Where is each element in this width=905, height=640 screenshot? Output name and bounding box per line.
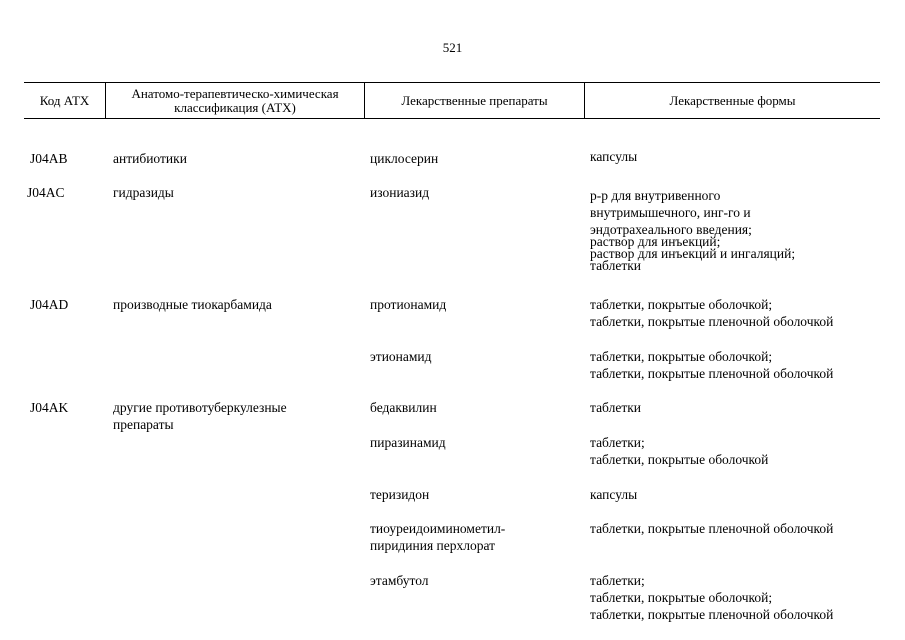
row-forms: таблетки, покрытые оболочкой; таблетки, покрытые пленочной оболочкой xyxy=(590,297,834,329)
row-forms: р-р для внутривенного внутримышечного, инг-го и xyxy=(590,188,751,220)
row-drug: тиоуреидоиминометил- пиридиния перхлорат xyxy=(370,521,506,553)
row-forms: капсулы xyxy=(590,149,638,164)
row-forms: таблетки, покрытые пленочной оболочкой xyxy=(590,521,834,536)
row-forms: таблетки; таблетки, покрытые оболочкой xyxy=(590,435,769,467)
row-drug: циклосерин xyxy=(370,151,439,166)
row-atc-code: J04AC xyxy=(27,185,65,200)
row-drug: пиразинамид xyxy=(370,435,446,450)
header-atc-code: Код АТХ xyxy=(39,92,90,108)
row-forms: таблетки, покрытые оболочкой; таблетки, покрытые пленочной оболочкой xyxy=(590,349,834,381)
row-drug: этамбутол xyxy=(370,573,429,588)
row-classification: антибиотики xyxy=(113,151,187,166)
row-forms-continued: эндотрахеального введения; раствор для инъекций; раствор для инъекций и ингаляций; таблетки xyxy=(590,222,796,273)
row-atc-code: J04AK xyxy=(30,400,69,415)
row-drug: изониазид xyxy=(370,185,430,200)
row-drug: теризидон xyxy=(370,487,430,502)
row-forms: капсулы xyxy=(590,487,638,502)
row-forms: таблетки; таблетки, покрытые оболочкой; таблетки, покрытые пленочной оболочкой xyxy=(590,573,834,622)
header-atc-classification: Анатомо-терапевтическо-химическая классификация (АТХ) xyxy=(131,85,339,115)
row-forms: таблетки xyxy=(590,400,642,415)
row-atc-code: J04AD xyxy=(30,297,69,312)
row-classification: гидразиды xyxy=(113,185,174,200)
header-dosage-forms: Лекарственные формы xyxy=(669,92,796,108)
row-atc-code: J04AB xyxy=(30,151,68,166)
page-number: 521 xyxy=(442,40,463,55)
row-drug: бедаквилин xyxy=(370,400,437,415)
row-drug: этионамид xyxy=(370,349,432,364)
header-drugs: Лекарственные препараты xyxy=(401,92,548,108)
row-classification: другие противотуберкулезные препараты xyxy=(113,400,287,432)
table-header-bottom-rule xyxy=(24,118,880,119)
row-drug: протионамид xyxy=(370,297,447,312)
row-classification: производные тиокарбамида xyxy=(113,297,272,312)
